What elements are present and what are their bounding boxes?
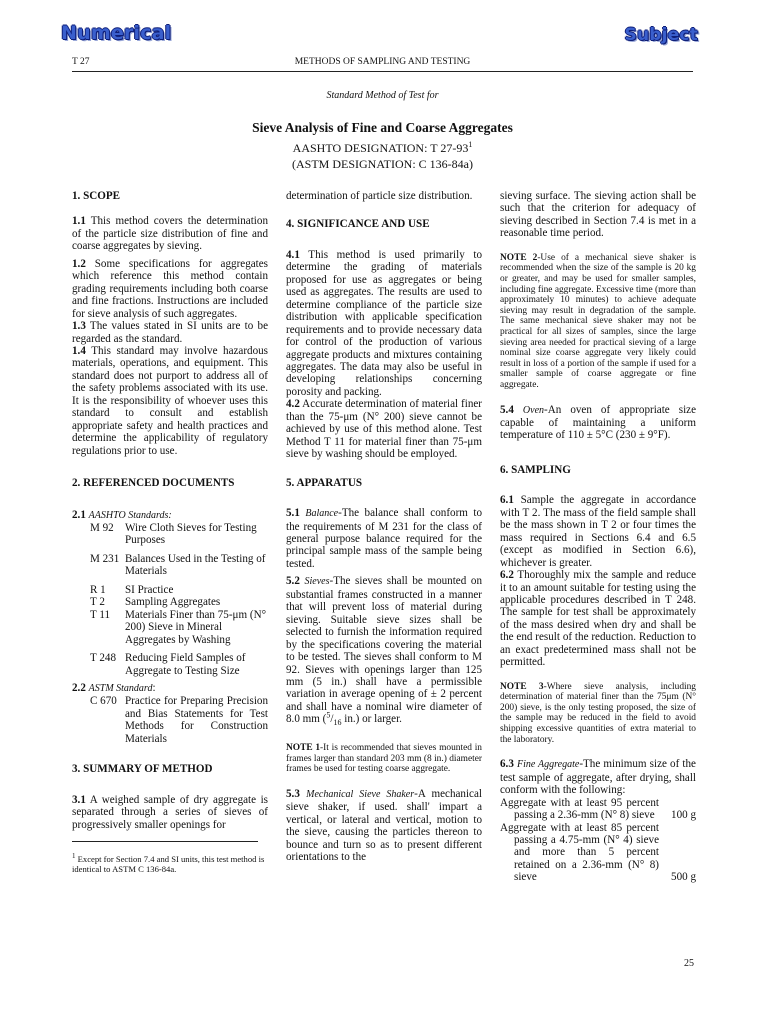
paragraph-2-2: 2.2 ASTM Standard: xyxy=(72,681,156,694)
paragraph-3-1-continued: determination of particle size distribution. xyxy=(286,190,473,202)
document-header xyxy=(72,86,693,172)
brand-logo-right: Subject xyxy=(624,25,698,45)
reference-row: C 670 Practice for Preparing Precision and Bias Statements for Test Methods for Construction Materials xyxy=(90,695,268,745)
paragraph-5-3-continued: sieving surface. The sieving action shall be such that the criterion for adequacy of sieving described in Section 7.4 is met in a reasonable time period. xyxy=(500,190,696,240)
sample-size-row: Aggregate with at least 85 percent passing a 4.75-mm (N° 4) sieve and more than 5 percent retained on a 2.36-mm (N° 8) sieve 500 g xyxy=(500,821,696,884)
brand-logo-left: Numerical xyxy=(61,22,172,44)
paragraph-5-2: 5.2 Sieves-The sieves shall be mounted on substantial frames constructed in a manner that will prevent loss of material during sieving. Suitable sieve sizes shall be selected to furnish the information required by the specifications covering the material to be tested. The sieves shall conform to M 92. Sieves with openings larger than 125 mm (5 in.) shall have a permissible variation in average opening of ± 2 percent and shall have a nominal wire diameter of 8.0 mm ($^5/_{16}$ in.) or larger. xyxy=(286,575,482,728)
reference-row: M 92 Wire Cloth Sieves for Testing Purposes xyxy=(90,521,257,547)
column-1 xyxy=(72,190,268,874)
section-heading-summary: 3. SUMMARY OF METHOD xyxy=(72,763,213,776)
section-heading-referenced-documents: 2. REFERENCED DOCUMENTS xyxy=(72,477,235,490)
page-number: 25 xyxy=(684,958,694,969)
document-title: Sieve Analysis of Fine and Coarse Aggregates xyxy=(252,120,513,135)
paragraph-6-3: 6.3 Fine Aggregate-The minimum size of the test sample of aggregate, after drying, shall conform with the following: xyxy=(500,758,696,797)
section-heading-scope: 1. SCOPE xyxy=(72,190,121,202)
running-head xyxy=(72,57,693,72)
note-2: NOTE 2-Use of a mechanical sieve shaker is recommended when the size of the sample is 20 kg or greater, and may be used for smaller samples, including fine aggregate. Excessive time (more than approximately 10 minutes) to achieve adequate sieving may result in degradation of the sample. The same mechanical sieve shaker may not be practical for all sizes of samples, since the large sieving area needed for practical sieving of a large nominal size coarse aggregate very likely could result in loss of a portion of the sample if used for a smaller sample of coarse aggregate or fine aggregate. xyxy=(500,252,696,390)
paragraph-5-3: 5.3 Mechanical Sieve Shaker-A mechanical sieve shaker, if used. shall' impart a vertical, or lateral and vertical, motion to the sieve, causing the particles thereon to bounce and turn so as to present different orientations to the xyxy=(286,787,482,864)
section-heading-significance: 4. SIGNIFICANCE AND USE xyxy=(286,218,430,231)
running-head-title: METHODS OF SAMPLING AND TESTING xyxy=(294,57,471,67)
section-heading-apparatus: 5. APPARATUS xyxy=(286,476,363,489)
sample-size-row: Aggregate with at least 95 percent passing a 2.36-mm (N° 8) sieve 100 g xyxy=(500,796,696,822)
reference-row: T 248 Reducing Field Samples of Aggregate to Testing Size xyxy=(90,652,246,677)
paragraph-2-1: 2.1 AASHTO Standards: xyxy=(72,508,172,521)
sample-size-amount: 100 g xyxy=(671,809,696,822)
note-1: NOTE 1-It is recommended that sieves mounted in frames larger than standard 203 mm (8 in.) diameter frames be used for testing coarse aggregate. xyxy=(286,742,482,775)
paragraph-5-1: 5.1 Balance-The balance shall conform to the requirements of M 231 for the class of general purpose balance required for the principal sample mass of the sample being tested. xyxy=(286,507,482,570)
reference-row: T 2 Sampling Aggregates xyxy=(90,596,221,609)
footnote-divider xyxy=(72,841,258,842)
paragraph-6-1: 6.1 Sample the aggregate in accordance with T 2. The mass of the field sample shall be the mass shown in T 2 or four times the mass required in Sections 6.4 and 6.5 (except as modified in Section 6.6), whichever is greater. xyxy=(500,494,696,569)
section-heading-sampling: 6. SAMPLING xyxy=(500,463,571,476)
paragraph-1-4: 1.4 This standard may involve hazardous materials, operations, and equipment. This standard does not purport to address all of the safety problems associated with its use. It is the responsibility of whoever uses this standard to consult and establish appropriate safety and health practices and determine the applicability of regulatory regulations prior to use. xyxy=(72,344,268,457)
paragraph-1-2: 1.2 Some specifications for aggregates which reference this method contain grading requirements including both coarse and fine fractions. Instructions are included for sieve analysis of such aggregates. xyxy=(72,257,268,320)
paragraph-5-4: 5.4 Oven-An oven of appropriate size capable of maintaining a uniform temperature of 110 ± 5°C (230 ± 9°F). xyxy=(500,403,696,442)
paragraph-1-3: 1.3 The values stated in SI units are to be regarded as the standard. xyxy=(72,320,268,345)
sample-size-amount: 500 g xyxy=(671,871,696,884)
reference-row: T 11 Materials Finer than 75-μm (N° 200) Sieve in Mineral Aggregates by Washing xyxy=(90,608,267,646)
paragraph-3-1: 3.1 A weighed sample of dry aggregate is separated through a series of sieves of progressively smaller openings for xyxy=(72,793,268,831)
paragraph-1-1: 1.1 This method covers the determination of the particle size distribution of fine and coarse aggregates by sieving. xyxy=(72,215,268,253)
footnote: $^1$ Except for Section 7.4 and SI units, this test method is identical to ASTM C 136-84a. xyxy=(72,852,265,875)
astm-designation: (ASTM DESIGNATION: C 136-84a) xyxy=(292,157,473,171)
reference-row: R 1 SI Practice xyxy=(90,583,174,596)
aashto-reference-list xyxy=(72,522,268,677)
paragraph-6-2: 6.2 Thoroughly mix the sample and reduce it to an amount suitable for testing using the applicable procedures described in T 248. The sample for test shall be approximately of the mass desired when dry and shall be the end result of the reduction. Reduction to an exact predetermined mass shall not be permitted. xyxy=(500,569,696,669)
column-2 xyxy=(286,190,482,863)
column-3 xyxy=(500,190,696,884)
standard-method-label: Standard Method of Test for xyxy=(326,90,439,101)
aashto-designation: AASHTO DESIGNATION: T $27-93^1$ xyxy=(292,140,473,155)
paragraph-4-1: 4.1 This method is used primarily to determine the grading of materials proposed for use as aggregates or being used as aggregates. The results are used to determine compliance of the particle size distribution with applicable specification requirements and to provide necessary data for control of the production of various aggregate products and mixtures containing aggregates. The data may also be useful in developing relationships concerning porosity and packing. xyxy=(286,248,482,398)
paragraph-4-2: 4.2 Accurate determination of material finer than the 75-μm (N° 200) sieve cannot be achieved by use of this method alone. Test Method T 11 for material finer than 75-μm sieve by washing should be employed. xyxy=(286,398,482,461)
astm-reference-list xyxy=(72,695,268,745)
reference-row: M 231 Balances Used in the Testing of Materials xyxy=(90,552,266,578)
running-head-code: T 27 xyxy=(72,57,90,67)
note-3: NOTE 3-Where sieve analysis, including determination of material finer than the 75μm (N° 200) sieve, is the only testing proposed, the size of the sample may be reduced in the field to avoid shipping excessive quantities of extra material to the laboratory. xyxy=(500,681,696,745)
